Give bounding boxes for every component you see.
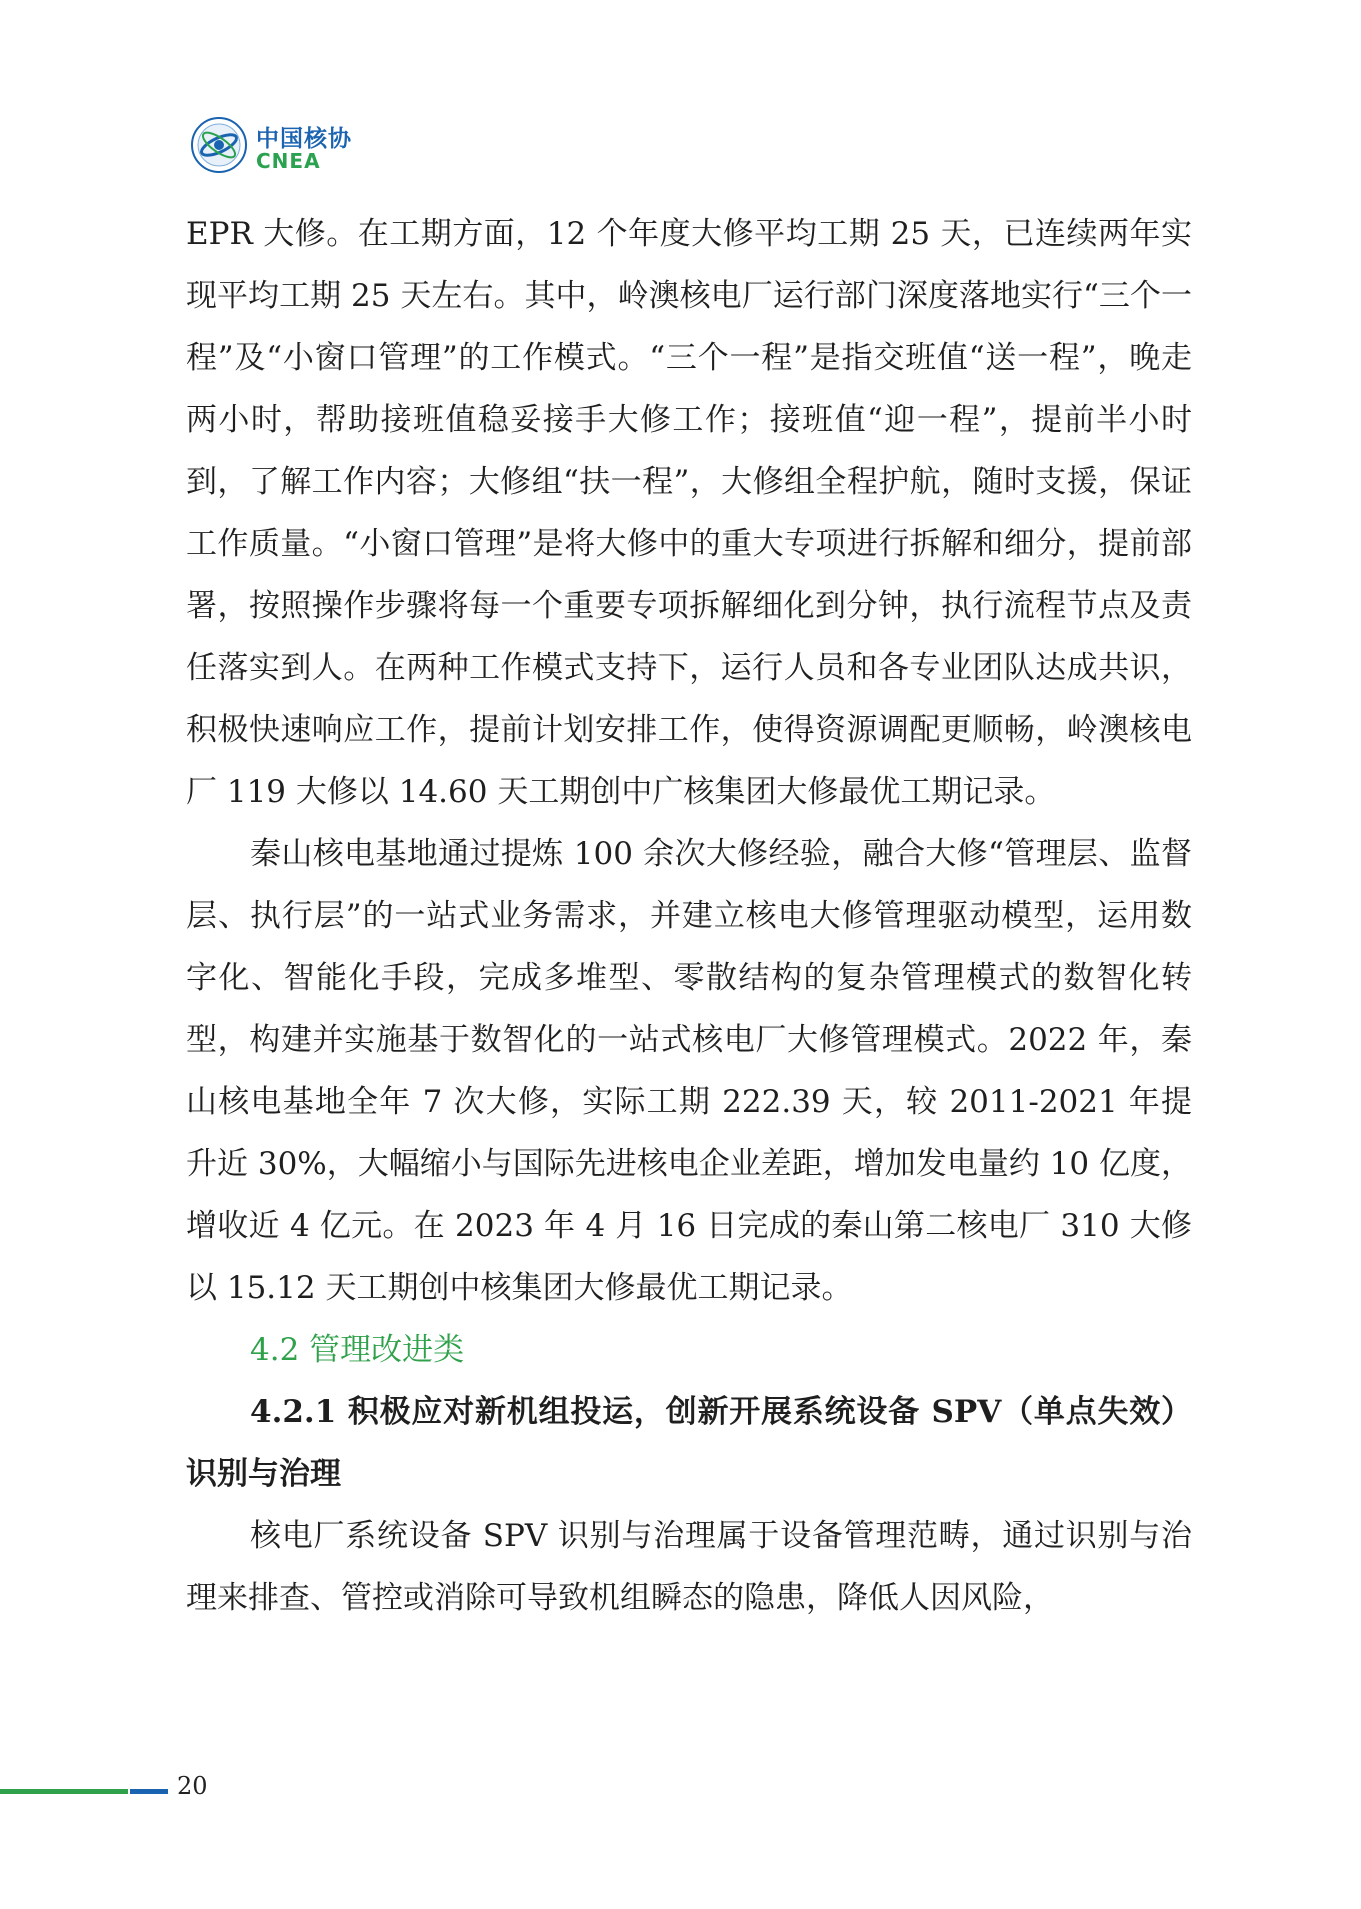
logo-chinese-name: 中国核协 <box>256 126 352 152</box>
section-heading: 4.2 管理改进类 <box>250 1332 465 1368</box>
document-body <box>186 203 1192 1629</box>
paragraph-spv: 核电厂系统设备 SPV 识别与治理属于设备管理范畴，通过识别与治理来排查、管控或消除可导致机组瞬态的隐患，降低人因风险， <box>186 1518 1192 1616</box>
footer-green-line <box>0 1789 128 1794</box>
paragraph-epr-outage: EPR 大修。在工期方面，12 个年度大修平均工期 25 天，已连续两年实现平均工期 25 天左右。其中，岭澳核电厂运行部门深度落地实行“三个一程”及“小窗口管理”的工作模式。“三个一程”是指交班值“送一程”，晚走两小时，帮助接班值稳妥接手大修工作；接班值“迎一程”，提前半小时到，了解工作内容；大修组“扶一程”，大修组全程护航，随时支援，保证工作质量。“小窗口管理”是将大修中的重大专项进行拆解和细分，提前部署，按照操作步骤将每一个重要专项拆解细化到分钟，执行流程节点及责任落实到人。在两种工作模式支持下，运行人员和各专业团队达成共识，积极快速响应工作，提前计划安排工作，使得资源调配更顺畅，岭澳核电厂 119 大修以 14.60 天工期创中广核集团大修最优工期记录。 <box>186 216 1192 810</box>
page-number: 20 <box>177 1772 208 1800</box>
footer-blue-line <box>130 1789 168 1794</box>
paragraph-qinshan-base: 秦山核电基地通过提炼 100 余次大修经验，融合大修“管理层、监督层、执行层”的一站式业务需求，并建立核电大修管理驱动模型，运用数字化、智能化手段，完成多堆型、零散结构的复杂管理模式的数智化转型，构建并实施基于数智化的一站式核电厂大修管理模式。2022 年，秦山核电基地全年 7 次大修，实际工期 222.39 天，较 2011-2021 年提升近 30%，大幅缩小与国际先进核电企业差距，增加发电量约 10 亿度，增收近 4 亿元。在 2023 年 4 月 16 日完成的秦山第二核电厂 310 大修以 15.12 天工期创中核集团大修最优工期记录。 <box>186 836 1192 1306</box>
cnea-logo-icon <box>190 116 248 174</box>
subsection-heading: 4.2.1 积极应对新机组投运，创新开展系统设备 SPV（单点失效）识别与治理 <box>186 1394 1192 1492</box>
logo-english-name: CNEA <box>256 149 321 173</box>
